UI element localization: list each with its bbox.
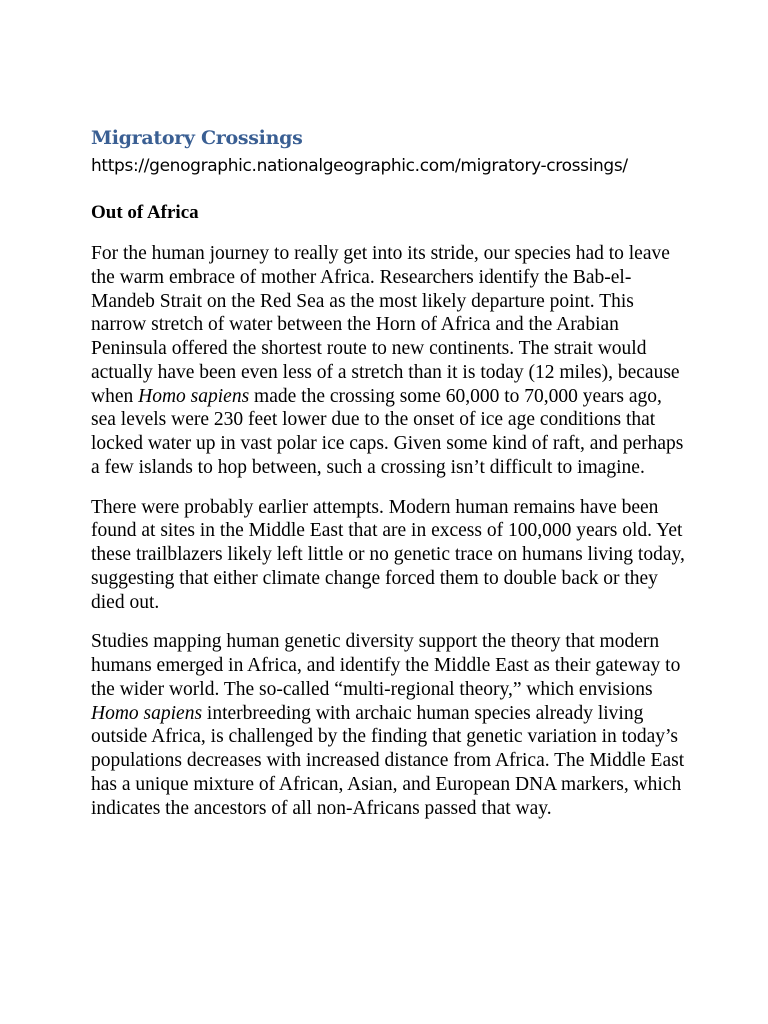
paragraph-3-text-b: interbreeding with archaic human species already living outside Africa, is challenged by the finding that genetic variation in today’s populations decreases with increased distance from Africa. The Middle East has a unique mixture of African, Asian, and European DNA markers, which indicates the ancestors of all non-Africans passed that way.	[91, 702, 685, 819]
source-url: https://genographic.nationalgeographic.com/migratory-crossings/	[91, 156, 628, 176]
section-heading: Out of Africa	[91, 202, 199, 223]
paragraph-1-text-a: For the human journey to really get into its stride, our species had to leave the warm embrace of mother Africa. Researchers identify the Bab-el-Mandeb Strait on the Red Sea as the most likely departure point. This narrow stretch of water between the Horn of Africa and the Arabian Peninsula offered the shortest route to new continents. The strait would actually have been even less of a stretch than it is today (12 miles), because when	[91, 243, 680, 407]
paragraph-3-text-a: Studies mapping human genetic diversity support the theory that modern humans emerged in Africa, and identify the Middle East as their gateway to the wider world. The so-called “multi-regional theory,” which envisions	[91, 631, 681, 700]
paragraph-3-species-name: Homo sapiens	[91, 702, 203, 724]
document-page	[91, 124, 687, 820]
document-title: Migratory Crossings	[91, 127, 303, 149]
paragraph-3	[91, 630, 687, 820]
paragraph-1	[91, 242, 687, 480]
paragraph-1-text-b: made the crossing some 60,000 to 70,000 years ago, sea levels were 230 feet lower due to the onset of ice age conditions that locked water up in vast polar ice caps. Given some kind of raft, and perhaps a few islands to hop between, such a crossing isn’t difficult to imagine.	[91, 385, 684, 478]
paragraph-2: There were probably earlier attempts. Modern human remains have been found at sites in the Middle East that are in excess of 100,000 years old. Yet these trailblazers likely left little or no genetic trace on humans living today, suggesting that either climate change forced them to double back or they died out.	[91, 496, 685, 613]
paragraph-1-species-name: Homo sapiens	[138, 385, 250, 407]
